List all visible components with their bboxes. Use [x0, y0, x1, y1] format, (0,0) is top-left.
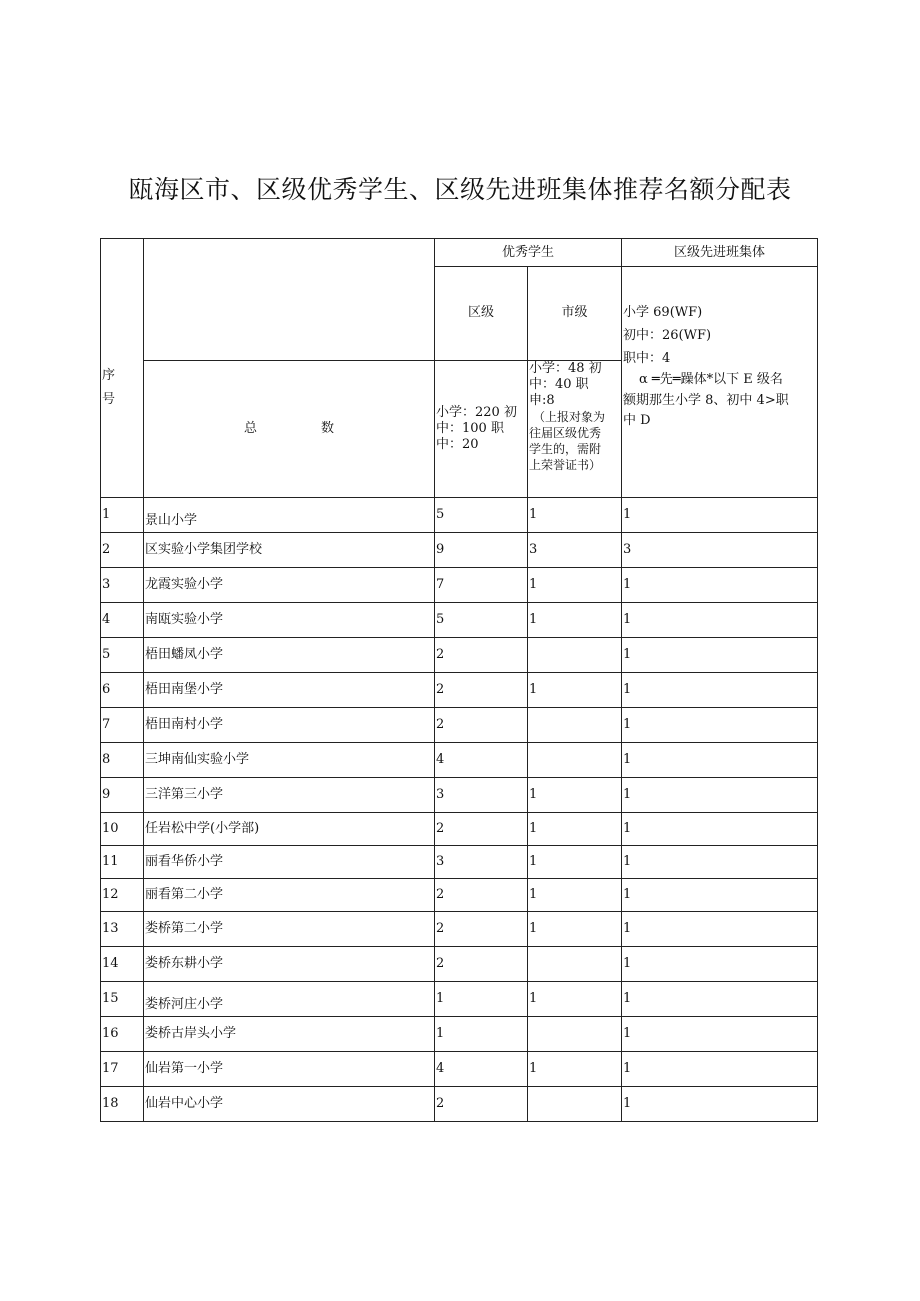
district-quota-cell: 7	[435, 568, 528, 603]
city-quota-cell: 1	[528, 912, 622, 947]
district-quota-cell: 2	[435, 879, 528, 912]
school-name-cell: 娄桥第二小学	[144, 912, 435, 947]
city-quota-cell: 3	[528, 533, 622, 568]
district-quota-cell: 2	[435, 708, 528, 743]
table-row	[101, 912, 818, 947]
district-quota-cell: 2	[435, 673, 528, 708]
school-name-cell: 丽看第二小学	[144, 879, 435, 912]
school-name-cell: 仙岩中心小学	[144, 1087, 435, 1122]
city-quota-cell: 1	[528, 568, 622, 603]
table-row	[101, 778, 818, 813]
seq-cell: 12	[101, 879, 144, 912]
seq-cell: 10	[101, 813, 144, 846]
class-quota-cell: 1	[622, 912, 818, 947]
school-name-cell: 娄桥河庄小学	[144, 982, 435, 1017]
table-row	[101, 1052, 818, 1087]
district-quota-cell: 1	[435, 982, 528, 1017]
school-name-cell: 梧田南村小学	[144, 708, 435, 743]
table-row	[101, 1087, 818, 1122]
school-name-cell: 区实验小学集团学校	[144, 533, 435, 568]
city-quota-cell: 1	[528, 498, 622, 533]
district-quota-cell: 4	[435, 743, 528, 778]
school-name-cell: 梧田蟠凤小学	[144, 638, 435, 673]
class-quota-cell: 1	[622, 1087, 818, 1122]
district-quota-cell: 5	[435, 603, 528, 638]
district-quota-cell: 2	[435, 1087, 528, 1122]
table-row	[101, 568, 818, 603]
table-row	[101, 982, 818, 1017]
city-quota-cell: 1	[528, 813, 622, 846]
seq-cell: 1	[101, 498, 144, 533]
advanced-class-header: 区级先进班集体	[622, 239, 818, 267]
city-quota-cell	[528, 708, 622, 743]
district-quota-cell: 2	[435, 813, 528, 846]
city-quota-cell: 1	[528, 846, 622, 879]
city-quota-cell: 1	[528, 778, 622, 813]
city-quota-cell: 1	[528, 1052, 622, 1087]
district-quota-cell: 9	[435, 533, 528, 568]
seq-cell: 16	[101, 1017, 144, 1052]
school-name-cell: 龙霞实验小学	[144, 568, 435, 603]
district-quota-cell: 3	[435, 778, 528, 813]
city-quota-cell	[528, 638, 622, 673]
city-quota-cell: 1	[528, 879, 622, 912]
district-quota-cell: 1	[435, 1017, 528, 1052]
city-quota-cell	[528, 947, 622, 982]
seq-cell: 2	[101, 533, 144, 568]
city-total: 小学：48 初 中：40 职 申:8 （上报对象为 往届区级优秀 学生的，需附 上荣誉证书）	[528, 361, 622, 498]
class-quota-cell: 1	[622, 708, 818, 743]
class-quota-total: 小学 69(WF) 初中：26(WF) 职中：4 α ═先═躁体*以下 E 级名 额期那生小学 8、初中 4>职 中 D	[622, 267, 818, 498]
class-quota-cell: 1	[622, 638, 818, 673]
school-name-cell: 任岩松中学(小学部)	[144, 813, 435, 846]
table-row	[101, 879, 818, 912]
table-row	[101, 708, 818, 743]
class-quota-cell: 1	[622, 603, 818, 638]
seq-cell: 7	[101, 708, 144, 743]
district-quota-cell: 2	[435, 912, 528, 947]
seq-cell: 3	[101, 568, 144, 603]
table-row	[101, 743, 818, 778]
seq-cell: 5	[101, 638, 144, 673]
school-name-cell: 丽看华侨小学	[144, 846, 435, 879]
class-quota-cell: 1	[622, 673, 818, 708]
district-quota-cell: 2	[435, 947, 528, 982]
table-row	[101, 846, 818, 879]
outstanding-students-header: 优秀学生	[435, 239, 622, 267]
seq-cell: 18	[101, 1087, 144, 1122]
class-quota-cell: 1	[622, 498, 818, 533]
class-quota-cell: 1	[622, 947, 818, 982]
class-quota-cell: 1	[622, 1017, 818, 1052]
district-level-header: 区级	[435, 267, 528, 361]
city-quota-cell	[528, 743, 622, 778]
seq-cell: 8	[101, 743, 144, 778]
seq-cell: 15	[101, 982, 144, 1017]
school-name-cell: 梧田南堡小学	[144, 673, 435, 708]
school-name-cell: 三坤南仙实验小学	[144, 743, 435, 778]
district-quota-cell: 4	[435, 1052, 528, 1087]
seq-cell: 13	[101, 912, 144, 947]
city-level-header: 市级	[528, 267, 622, 361]
district-quota-cell: 5	[435, 498, 528, 533]
district-total: 小学：220 初 中：100 职 中：20	[435, 361, 528, 498]
class-quota-cell: 1	[622, 778, 818, 813]
table-row	[101, 947, 818, 982]
header-row-1	[101, 239, 818, 267]
class-quota-cell: 1	[622, 879, 818, 912]
school-name-cell: 娄桥古岸头小学	[144, 1017, 435, 1052]
seq-cell: 11	[101, 846, 144, 879]
class-quota-cell: 1	[622, 1052, 818, 1087]
school-name-cell: 娄桥东耕小学	[144, 947, 435, 982]
class-quota-cell: 3	[622, 533, 818, 568]
class-quota-cell: 1	[622, 846, 818, 879]
school-name-cell: 南瓯实验小学	[144, 603, 435, 638]
school-name-cell: 三洋第三小学	[144, 778, 435, 813]
table-row	[101, 498, 818, 533]
school-name-cell: 景山小学	[144, 498, 435, 533]
school-name-cell: 仙岩第一小学	[144, 1052, 435, 1087]
class-quota-cell: 1	[622, 568, 818, 603]
quota-table	[100, 238, 818, 1122]
district-quota-cell: 2	[435, 638, 528, 673]
city-quota-cell	[528, 1017, 622, 1052]
seq-cell: 9	[101, 778, 144, 813]
city-quota-cell	[528, 1087, 622, 1122]
table-row	[101, 813, 818, 846]
class-quota-cell: 1	[622, 813, 818, 846]
seq-cell: 4	[101, 603, 144, 638]
seq-header: 序号	[101, 239, 144, 498]
table-row	[101, 533, 818, 568]
page-title: 瓯海区市、区级优秀学生、区级先进班集体推荐名额分配表	[128, 175, 792, 204]
school-rows	[101, 498, 818, 1122]
table-row	[101, 1017, 818, 1052]
total-label: 总 数	[144, 361, 435, 498]
city-quota-cell: 1	[528, 603, 622, 638]
district-quota-cell: 3	[435, 846, 528, 879]
city-quota-cell: 1	[528, 982, 622, 1017]
class-quota-cell: 1	[622, 982, 818, 1017]
table-row	[101, 603, 818, 638]
seq-cell: 14	[101, 947, 144, 982]
table-row	[101, 673, 818, 708]
seq-cell: 17	[101, 1052, 144, 1087]
class-quota-cell: 1	[622, 743, 818, 778]
table-row	[101, 638, 818, 673]
city-quota-cell: 1	[528, 673, 622, 708]
seq-cell: 6	[101, 673, 144, 708]
blank-header	[144, 239, 435, 361]
